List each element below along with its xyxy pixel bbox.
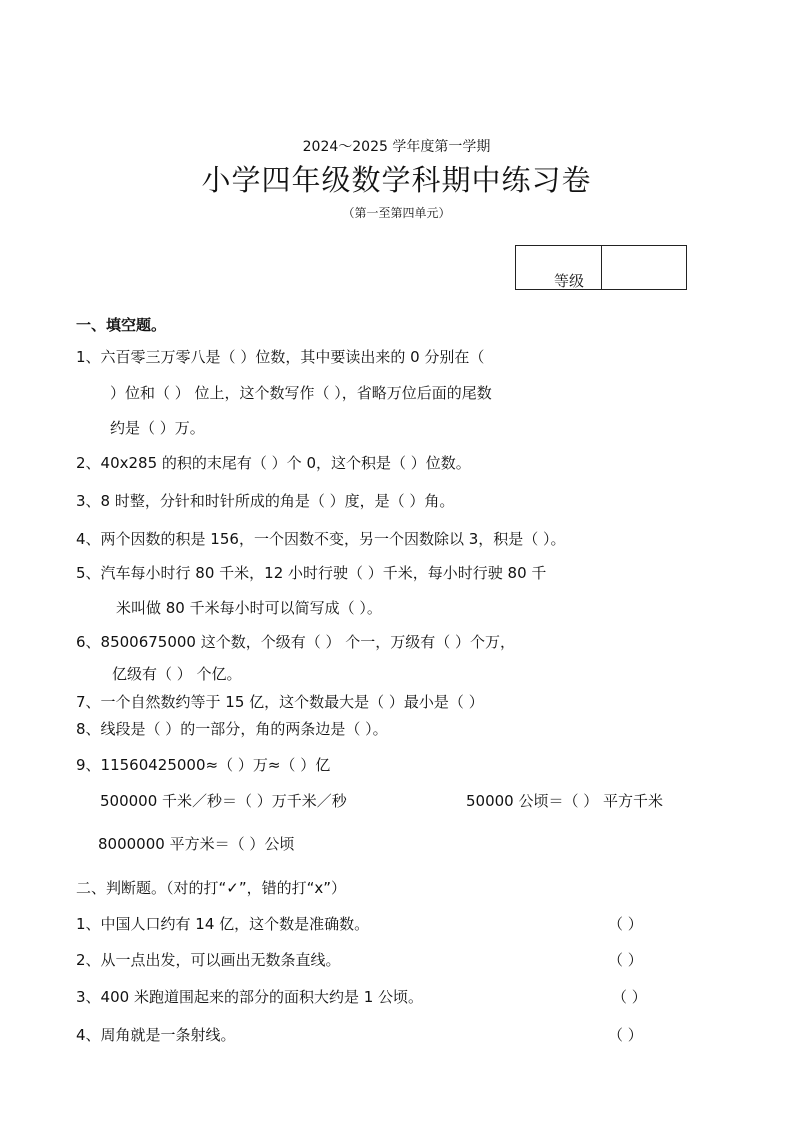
question-line: 3、8 时整，分针和时针所成的角是（ ）度，是（ ）角。 — [76, 492, 455, 510]
judge-item-text: 3、400 米跑道围起来的部分的面积大约是 1 公顷。 — [76, 988, 424, 1006]
grade-label: 等级 — [554, 272, 585, 290]
grade-box-divider — [601, 246, 602, 289]
question-line: 9、11560425000≈（ ）万≈（ ）亿 — [76, 756, 331, 774]
question-line: 8、线段是（ ）的一部分，角的两条边是（ ）。 — [76, 720, 388, 738]
question-line: 50000 公顷＝（ ） 平方千米 — [466, 792, 664, 810]
question-line: 米叫做 80 千米每小时可以简写成（ ）。 — [116, 599, 382, 617]
grade-box — [515, 245, 687, 290]
question-line: 6、8500675000 这个数，个级有（ ） 个一，万级有（ ）个万， — [76, 633, 516, 651]
question-line: 7、一个自然数约等于 15 亿，这个数最大是（ ）最小是（ ） — [76, 693, 484, 711]
judge-item-blank[interactable]: （ ） — [608, 951, 643, 969]
question-line: 8000000 平方米＝（ ）公顷 — [98, 835, 295, 853]
section-heading-fill: 一、填空题。 — [76, 316, 167, 334]
judge-item-blank[interactable]: （ ） — [608, 1026, 643, 1044]
unit-scope: （第一至第四单元） — [342, 206, 451, 220]
question-line: 亿级有（ ） 个亿。 — [112, 665, 242, 683]
question-line: 5、汽车每小时行 80 千米，12 小时行驶（ ）千米，每小时行驶 80 千 — [76, 564, 547, 582]
judge-item-blank[interactable]: （ ） — [612, 988, 647, 1006]
question-line: 约是（ ）万。 — [110, 419, 205, 437]
question-line: ）位和（ ） 位上，这个数写作（ ），省略万位后面的尾数 — [110, 384, 492, 402]
judge-item-text: 2、从一点出发，可以画出无数条直线。 — [76, 951, 341, 969]
judge-item-text: 1、中国人口约有 14 亿，这个数是准确数。 — [76, 915, 370, 933]
judge-item-blank[interactable]: （ ） — [608, 915, 643, 933]
judge-item-text: 4、周角就是一条射线。 — [76, 1026, 236, 1044]
question-line: 500000 千米／秒＝（ ）万千米／秒 — [100, 792, 347, 810]
page-title: 小学四年级数学科期中练习卷 — [201, 163, 592, 197]
section-heading-judge: 二、判断题。（对的打“✓”，错的打“x”） — [76, 879, 347, 897]
question-line: 1、六百零三万零八是（ ）位数，其中要读出来的 0 分别在（ — [76, 348, 485, 366]
school-year: 2024～2025 学年度第一学期 — [302, 139, 491, 155]
question-line: 4、两个因数的积是 156，一个因数不变，另一个因数除以 3，积是（ ）。 — [76, 530, 566, 548]
question-line: 2、40x285 的积的末尾有（ ）个 0，这个积是（ ）位数。 — [76, 454, 471, 472]
